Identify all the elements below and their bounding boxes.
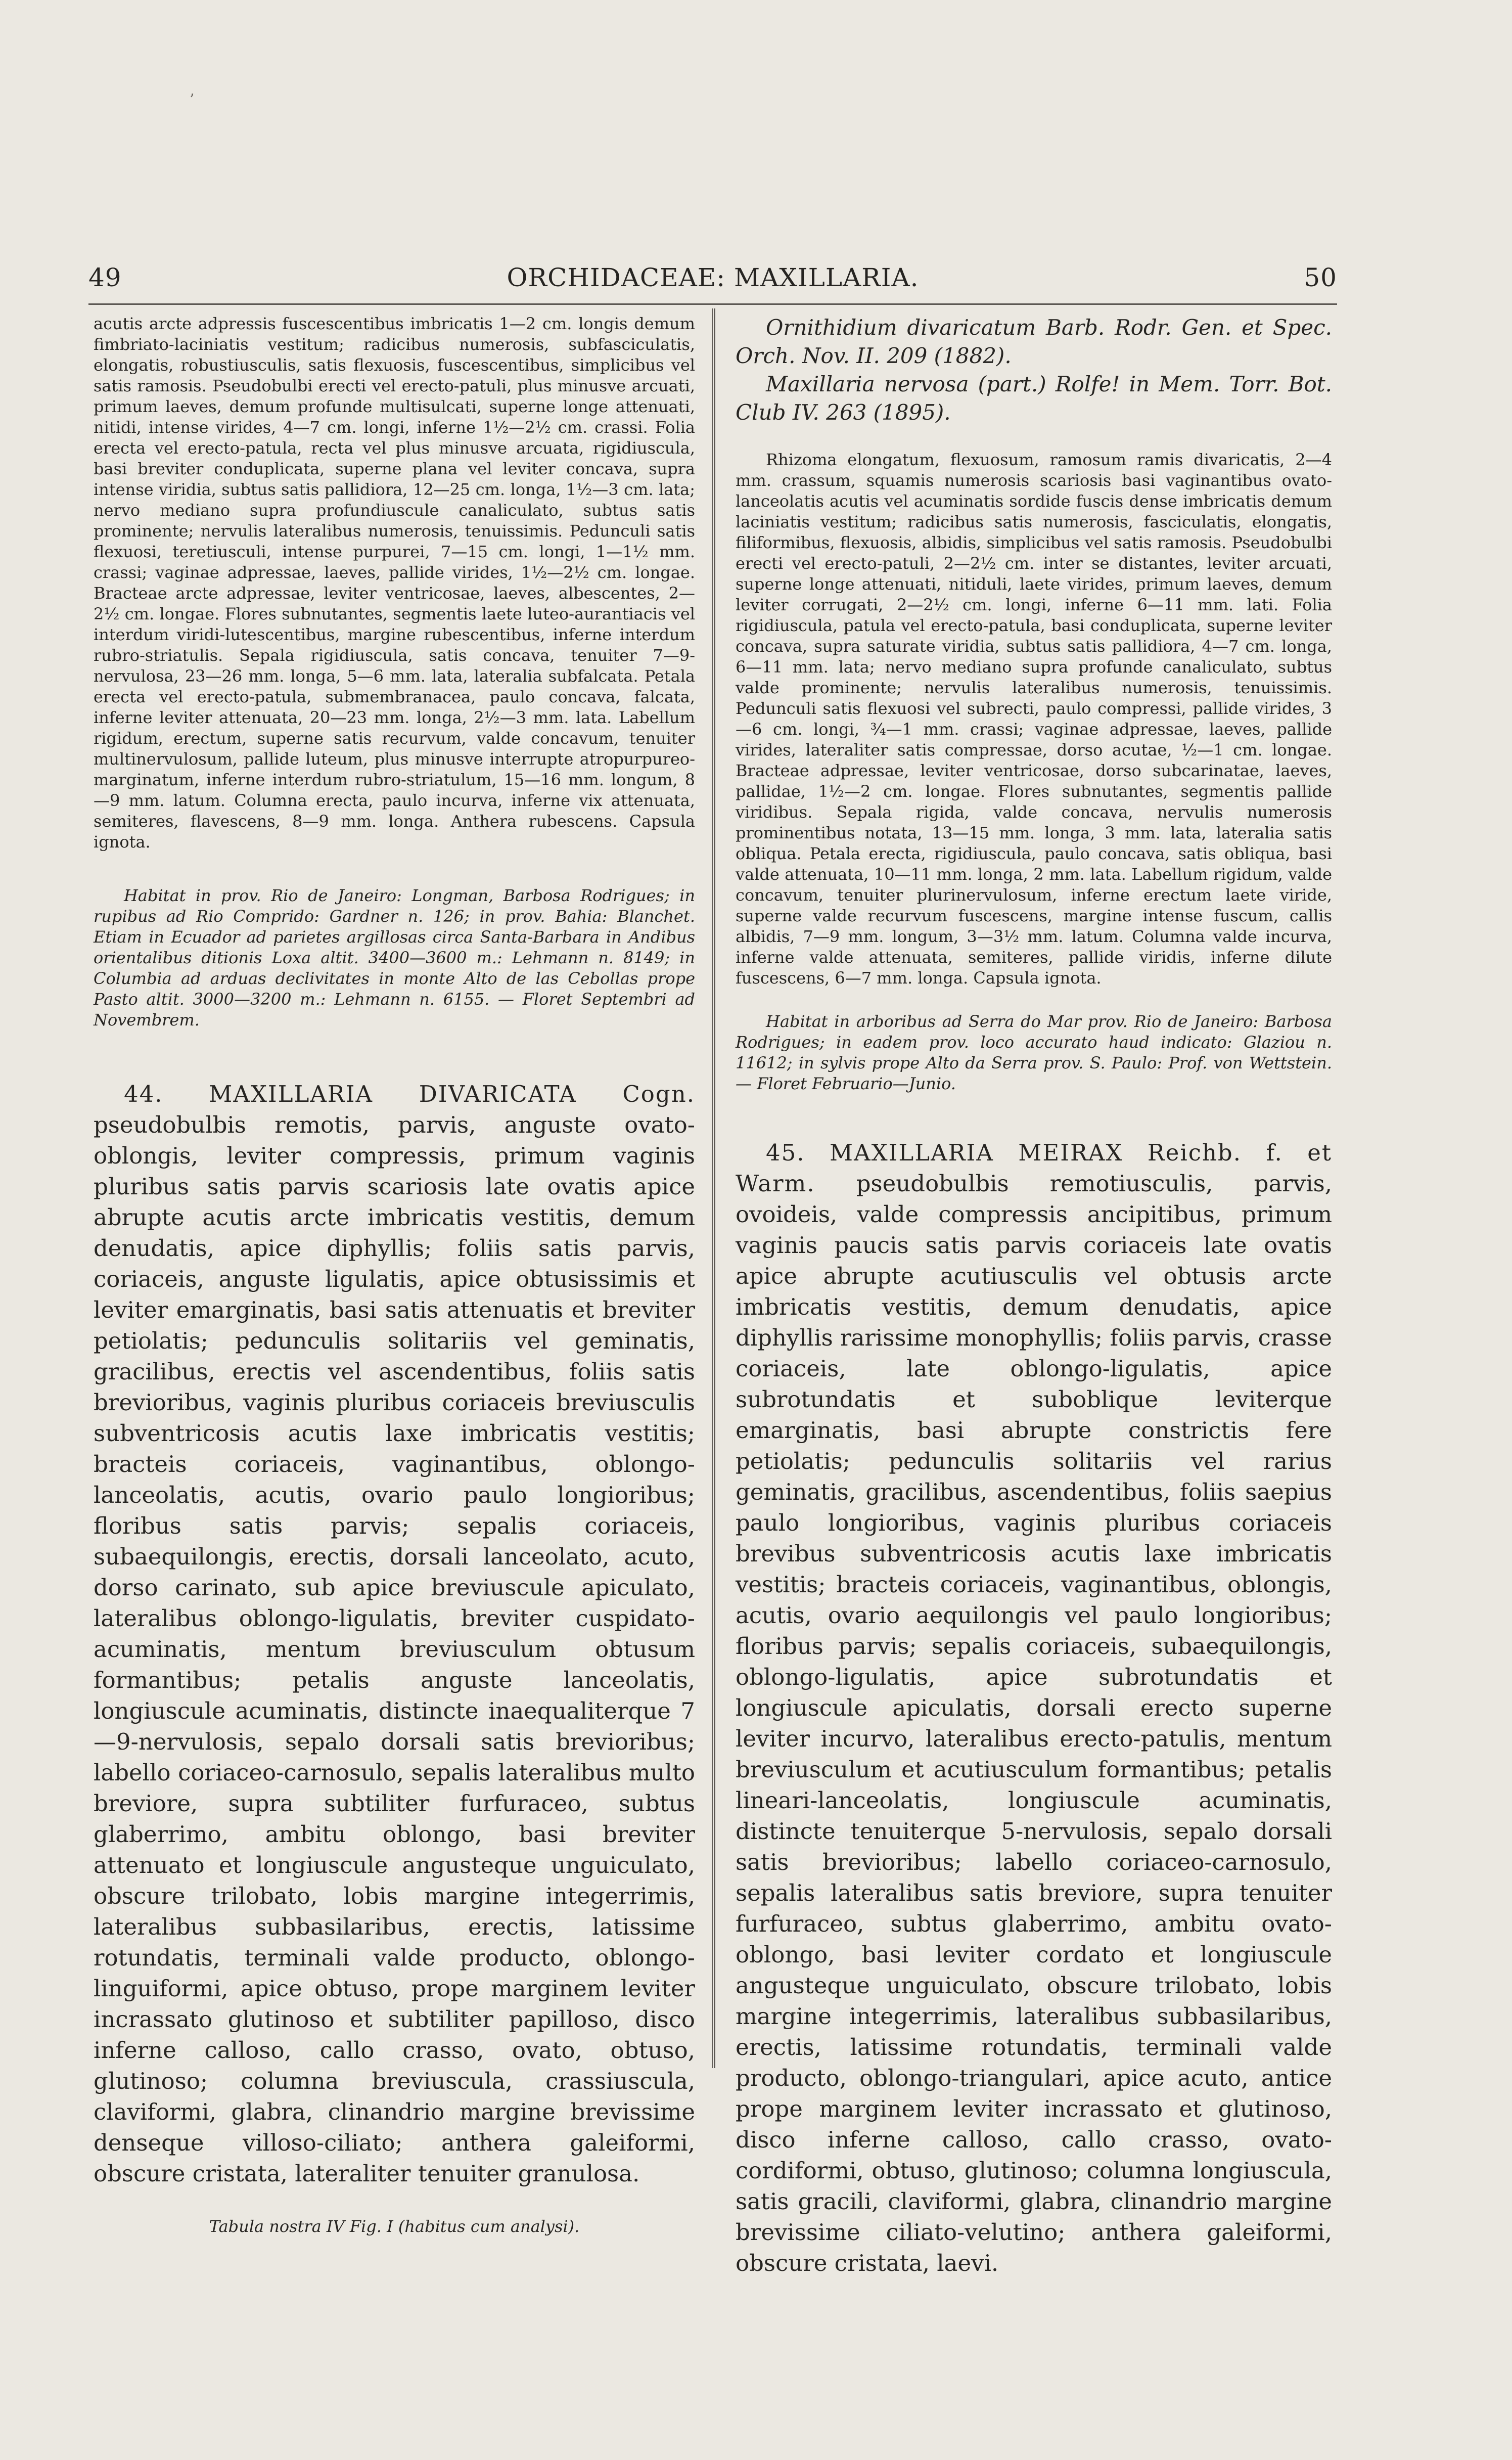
page-number-right: 50 xyxy=(1304,263,1337,292)
species-44-description: pseudobulbis remotis, parvis, anguste ovato-oblongis, leviter compressis, primum vaginis pluribus satis parvis scariosis late ovatis apice abrupte acutis arcte imbricatis vestitis, demum denudatis, apice diphyllis; foliis satis parvis, coriaceis, anguste ligulatis, apice obtusissimis et leviter emarginatis, basi satis attenuatis et breviter petiolatis; pedunculis solitariis vel geminatis, gracilibus, erectis vel ascendentibus, foliis satis brevioribus, vaginis pluribus coriaceis breviusculis subventricosis acutis laxe imbricatis vestitis; bracteis coriaceis, vaginantibus, oblongo-lanceolatis, acutis, ovario paulo longioribus; floribus satis parvis; sepalis coriaceis, subaequilongis, erectis, dorsali lanceolato, acuto, dorso carinato, sub apice breviuscule apiculato, lateralibus oblongo-ligulatis, breviter cuspidato-acuminatis, mentum breviusculum obtusum formantibus; petalis anguste lanceolatis, longiuscule acuminatis, distincte inaequaliterque 7—9-nervulosis, sepalo dorsali satis brevioribus; labello coriaceo-carnosulo, sepalis lateralibus multo breviore, supra subtiliter furfuraceo, subtus glaberrimo, ambitu oblongo, basi breviter attenuato et longiuscule angusteque unguiculato, obscure trilobato, lobis margine integerrimis, lateralibus subbasilaribus, erectis, latissime rotundatis, terminali valde producto, oblongo-linguiformi, apice obtuso, prope marginem leviter incrassato glutinoso et subtiliter papilloso, disco inferne calloso, callo crasso, ovato, obtuso, glutinoso; columna breviuscula, crassiuscula, claviformi, glabra, clinandrio margine brevissime denseque villoso-ciliato; anthera galeiformi, obscure cristata, lateraliter tenuiter granulosa. xyxy=(94,1111,695,2187)
stray-mark: ’ xyxy=(190,91,195,109)
page-header xyxy=(88,263,1337,298)
header-rule xyxy=(88,303,1337,305)
synonym-2: Maxillaria nervosa (part.) Rolfe! in Mem. Torr. Bot. Club IV. 263 (1895). xyxy=(736,372,1332,425)
running-title: ORCHIDACEAE: MAXILLARIA. xyxy=(507,263,919,292)
continued-description: acutis arcte adpressis fuscescentibus imbricatis 1—2 cm. longis demum fimbriato-laciniatis vestitum; radicibus numerosis, subfasciculatis, elongatis, robustiusculis, satis flexuosis, fuscescentibus, simplicibus vel satis ramosis. Pseudobulbi erecti vel erecto-patuli, plus minusve arcuati, primum laeves, demum profunde multisulcati, superne longe attenuati, nitidi, intense virides, 4—7 cm. longi, inferne 1½—2½ cm. crassi. Folia erecta vel erecto-patula, recta vel plus minusve arcuata, rigidiuscula, basi breviter conduplicata, superne plana vel leviter concava, supra intense viridia, subtus satis pallidiora, 12—25 cm. longa, 1½—3 cm. lata; nervo mediano supra profundiuscule canaliculato, subtus satis prominente; nervulis lateralibus numerosis, tenuissimis. Pedunculi satis flexuosi, teretiusculi, intense purpurei, 7—15 cm. longi, 1—1½ mm. crassi; vaginae adpressae, laeves, pallide virides, 1½—2½ cm. longae. Bracteae arcte adpressae, leviter ventricosae, laeves, albescentes, 2—2½ cm. longae. Flores subnutantes, segmentis laete luteo-aurantiacis vel interdum viridi-lutescentibus, margine rubescentibus, inferne interdum rubro-striatulis. Sepala rigidiuscula, satis concava, tenuiter 7—9-nervulosa, 23—26 mm. longa, 5—6 mm. lata, lateralia subfalcata. Petala erecta vel erecto-patula, submembranacea, paulo concava, falcata, inferne leviter attenuata, 20—23 mm. longa, 2½—3 mm. lata. Labellum rigidum, erectum, superne satis recurvum, valde concavum, tenuiter multinervulosum, pallide luteum, plus minusve interrupte atropurpureo-marginatum, inferne interdum rubro-striatulum, 15—16 mm. longum, 8—9 mm. latum. Columna erecta, paulo incurva, inferne vix attenuata, semiteres, flavescens, 8—9 mm. longa. Anthera rubescens. Capsula ignota. xyxy=(94,314,695,852)
species-44-entry xyxy=(94,1079,695,2189)
species-45-heading: 45. MAXILLARIA MEIRAX Reichb. f. et Warm. xyxy=(736,1139,1332,1197)
species-44-heading: 44. MAXILLARIA DIVARICATA Cogn. xyxy=(124,1081,695,1107)
plate-caption: Tabula nostra IV Fig. I (habitus cum analysi). xyxy=(209,2217,580,2236)
column-divider xyxy=(712,308,715,2068)
synonym-1: Ornithidium divaricatum Barb. Rodr. Gen. et Spec. Orch. Nov. II. 209 (1882). xyxy=(736,315,1332,368)
left-column xyxy=(94,314,695,2236)
species-45-entry xyxy=(736,1137,1332,2278)
page-number-left: 49 xyxy=(88,263,122,292)
species-45-description: pseudobulbis remotiusculis, parvis, ovoideis, valde compressis ancipitibus, primum vaginis paucis satis parvis coriaceis late ovatis apice abrupte acutiusculis vel obtusis arcte imbricatis vestitis, demum denudatis, apice diphyllis rarissime monophyllis; foliis parvis, crasse coriaceis, late oblongo-ligulatis, apice subrotundatis et suboblique leviterque emarginatis, basi abrupte constrictis fere petiolatis; pedunculis solitariis vel rarius geminatis, gracilibus, ascendentibus, foliis saepius paulo longioribus, vaginis pluribus coriaceis brevibus subventricosis acutis laxe imbricatis vestitis; bracteis coriaceis, vaginantibus, oblongis, acutis, ovario aequilongis vel paulo longioribus; floribus parvis; sepalis coriaceis, subaequilongis, oblongo-ligulatis, apice subrotundatis et longiuscule apiculatis, dorsali erecto superne leviter incurvo, lateralibus erecto-patulis, mentum breviusculum et acutiusculum formantibus; petalis lineari-lanceolatis, longiuscule acuminatis, distincte tenuiterque 5-nervulosis, sepalo dorsali satis brevioribus; labello coriaceo-carnosulo, sepalis lateralibus satis breviore, supra tenuiter furfuraceo, subtus glaberrimo, ambitu ovato-oblongo, basi leviter cordato et longiuscule angusteque unguiculato, obscure trilobato, lobis margine integerrimis, lateralibus subbasilaribus, erectis, latissime rotundatis, terminali valde producto, oblongo-triangulari, apice acuto, antice prope marginem leviter incrassato et glutinoso, disco inferne calloso, callo crasso, ovato-cordiformi, obtuso, glutinoso; columna longiuscula, satis gracili, claviformi, glabra, clinandrio margine brevissime ciliato-velutino; anthera galeiformi, obscure cristata, laevi. xyxy=(736,1170,1332,2276)
right-column xyxy=(736,314,1332,2278)
habitat-paragraph-2: Habitat in arboribus ad Serra do Mar prov. Rio de Janeiro: Barbosa Rodrigues; in eadem prov. loco accurato haud indicato: Glaziou n. 11612; in sylvis prope Alto da Serra prov. S. Paulo: Prof. von Wettstein. — Floret Februario—Junio. xyxy=(736,1012,1332,1093)
habitat-paragraph: Habitat in prov. Rio de Janeiro: Longman, Barbosa Rodrigues; in rupibus ad Rio Comprido: Gardner n. 126; in prov. Bahia: Blanchet. Etiam in Ecuador ad parietes argillosas circa Santa-Barbara in Andibus orientalibus ditionis Loxa altit. 3400—3600 m.: Lehmann n. 8149; in Columbia ad arduas declivitates in monte Alto de las Cebollas prope Pasto altit. 3000—3200 m.: Lehmann n. 6155. — Floret Septembri ad Novembrem. xyxy=(94,886,695,1030)
species-43-description: Rhizoma elongatum, flexuosum, ramosum ramis divaricatis, 2—4 mm. crassum, squamis numerosis scariosis basi vaginantibus ovato-lanceolatis acutis vel acuminatis sordide fuscis dense imbricatis demum laciniatis vestitum; radicibus satis numerosis, fasciculatis, elongatis, filiformibus, flexuosis, albidis, simplicibus vel satis ramosis. Pseudobulbi erecti vel erecto-patuli, 2—2½ cm. inter se distantes, leviter arcuati, superne longe attenuati, nitiduli, laete virides, primum laeves, demum leviter corrugati, 2—2½ cm. longi, inferne 6—11 mm. lati. Folia rigidiuscula, patula vel erecto-patula, basi conduplicata, superne leviter concava, supra saturate viridia, subtus satis pallidiora, 4—7 cm. longa, 6—11 mm. lata; nervo mediano supra profunde canaliculato, subtus valde prominente; nervulis lateralibus numerosis, tenuissimis. Pedunculi satis flexuosi vel subrecti, paulo compressi, pallide virides, 3—6 cm. longi, ¾—1 mm. crassi; vaginae adpressae, laeves, pallide virides, lateraliter satis compressae, dorso acutae, ½—1 cm. longae. Bracteae adpressae, leviter ventricosae, dorso subcarinatae, laeves, pallidae, 1½—2 cm. longae. Flores subnutantes, segmentis pallide viridibus. Sepala rigida, valde concava, nervulis numerosis prominentibus notata, 13—15 mm. longa, 3 mm. lata, lateralia satis obliqua. Petala erecta, rigidiuscula, paulo concava, satis obliqua, basi valde attenuata, 10—11 mm. longa, 2 mm. lata. Labellum rigidum, valde concavum, tenuiter plurinervulosum, inferne erectum laete viride, superne valde recurvum fuscescens, margine intense fuscum, callis albidis, 7—9 mm. longum, 3—3½ mm. latum. Columna valde incurva, inferne valde attenuata, semiteres, pallide viridis, inferne dilute fuscescens, 6—7 mm. longa. Capsula ignota. xyxy=(736,450,1332,988)
